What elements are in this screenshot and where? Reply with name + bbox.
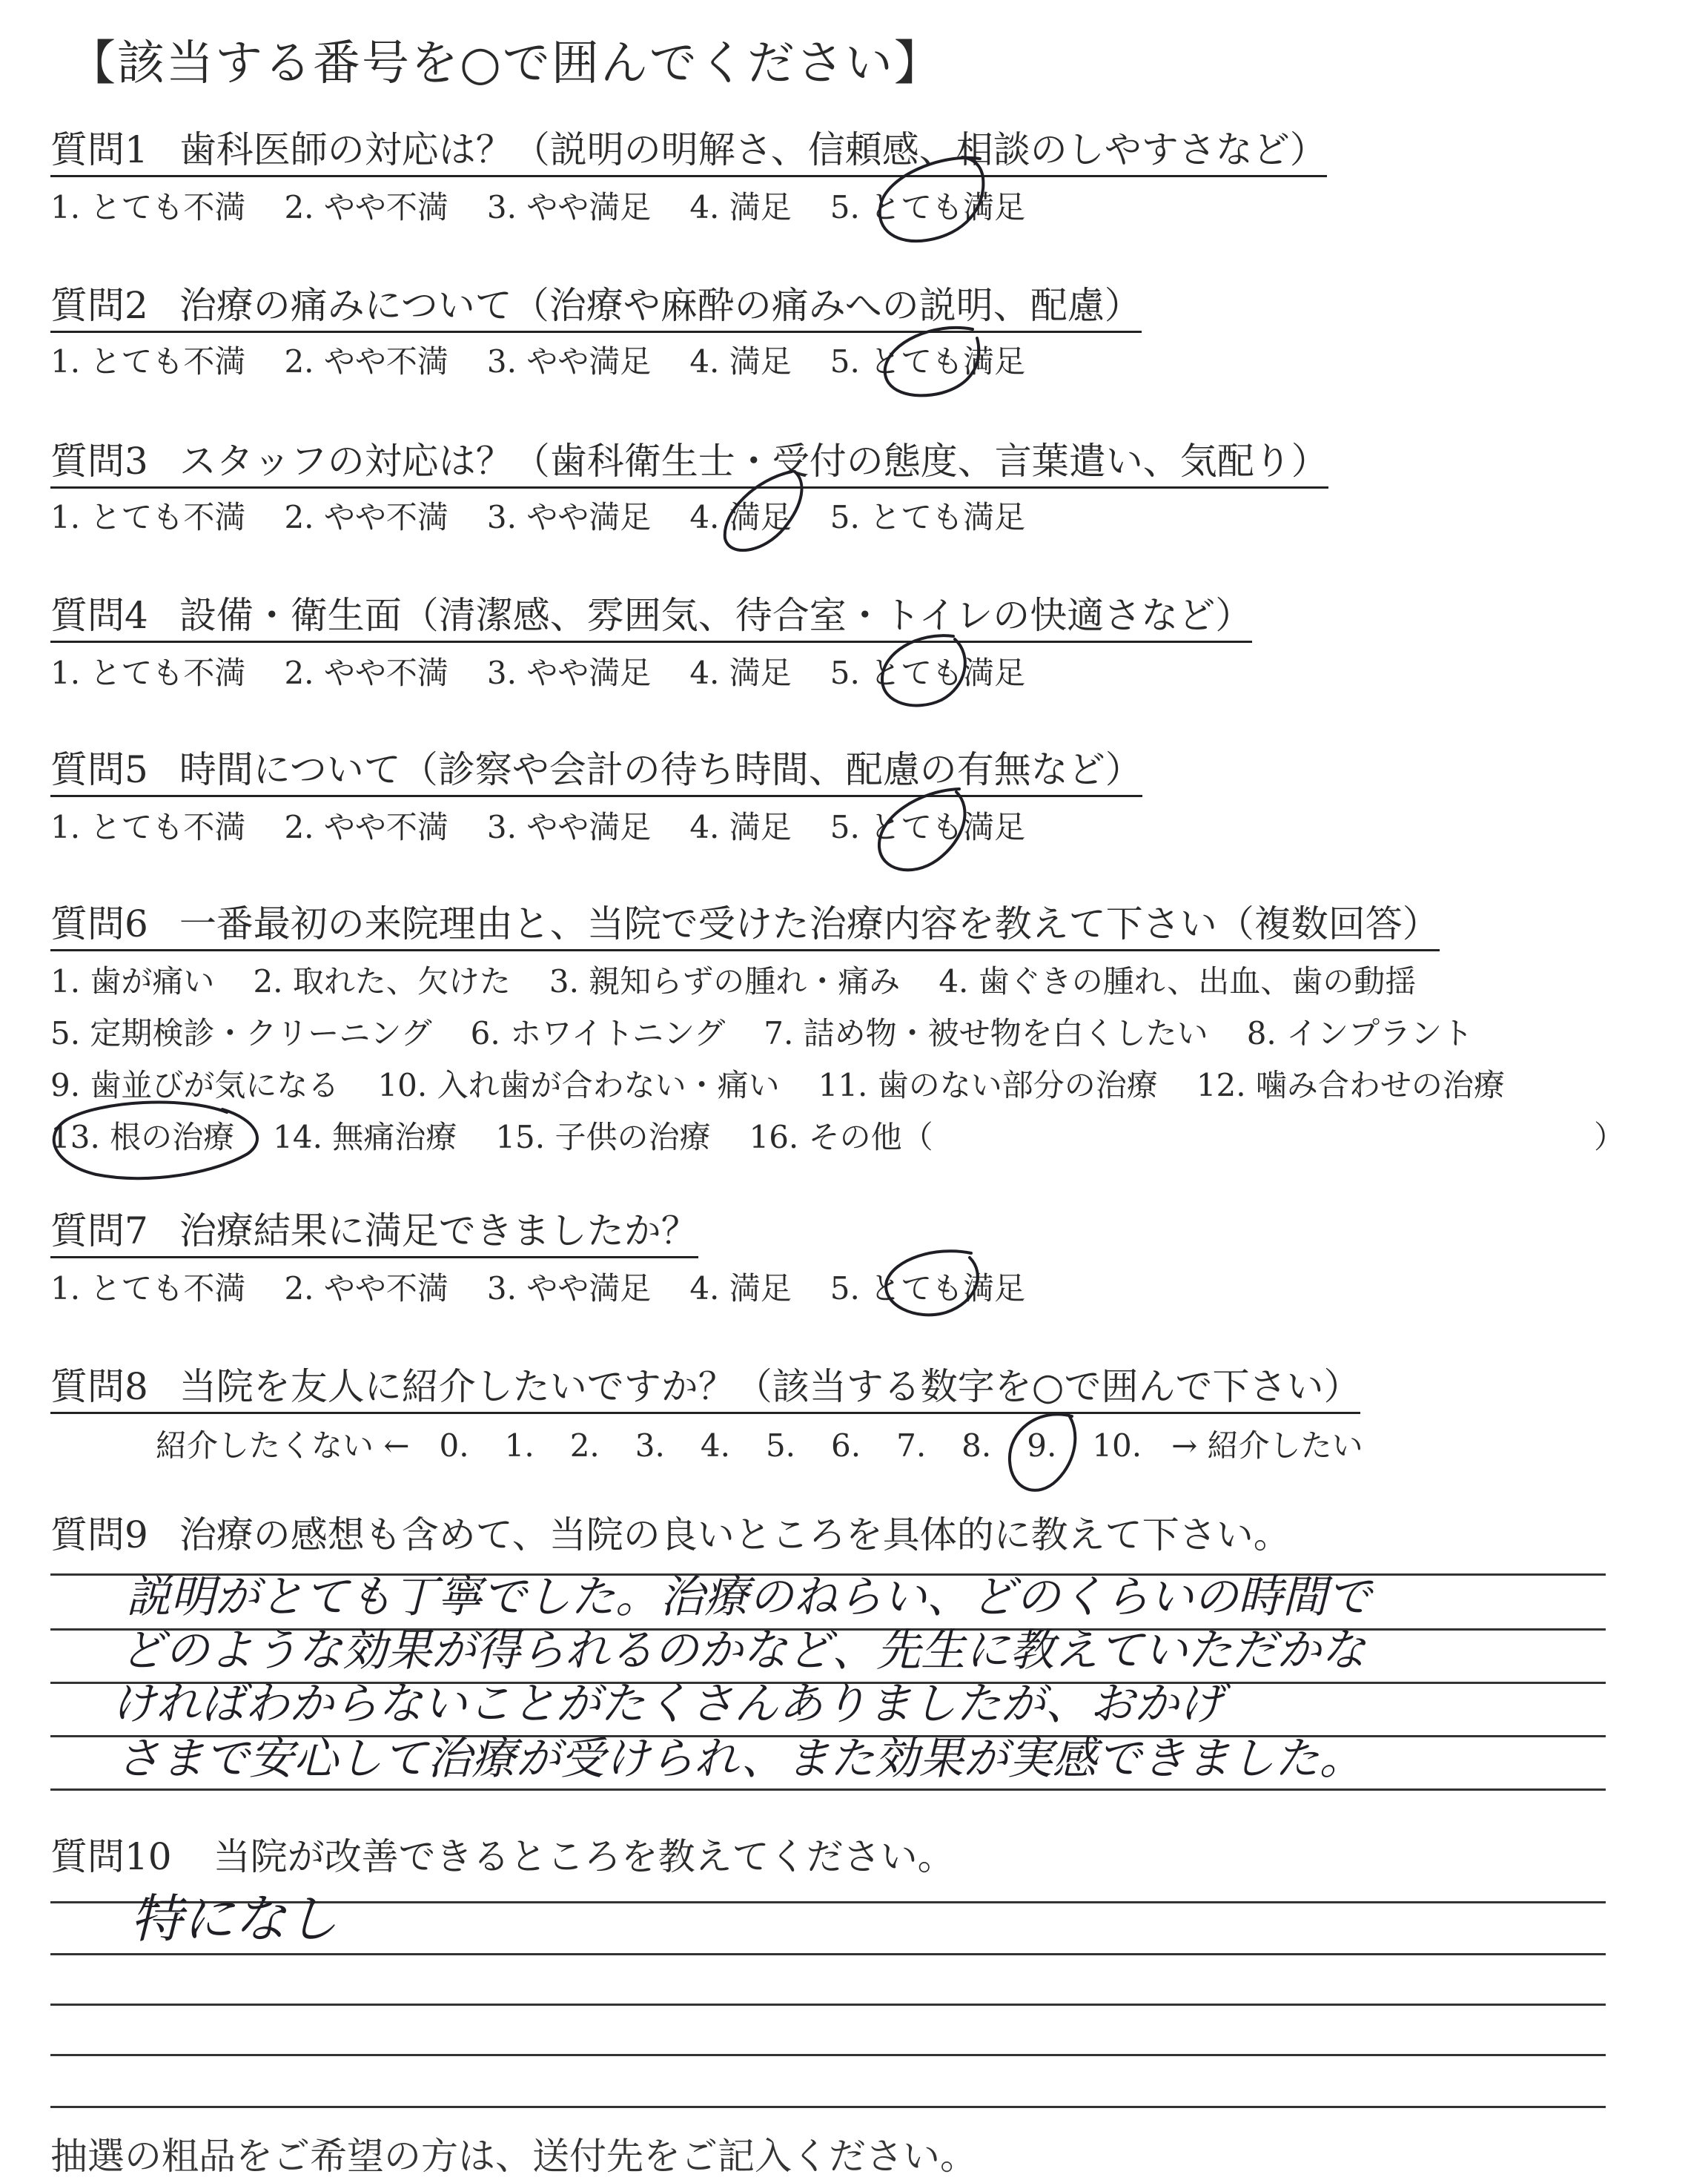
question-8-text: 当院を友人に紹介したいですか？（該当する数字を○で囲んで下さい） [179, 1365, 1361, 1408]
question-9-number: 質問9 [50, 1513, 148, 1556]
question-10-text: 当院が改善できるところを教えてください。 [213, 1835, 955, 1878]
q1-option-5[interactable]: 5. とても満足 [830, 189, 1026, 225]
q5-option-5[interactable]: 5. とても満足 [830, 809, 1026, 845]
q8-left-label: 紹介したくない ← [156, 1427, 410, 1464]
q6-option-2[interactable]: 2. 取れた、欠けた [253, 963, 511, 1000]
q8-scale-9[interactable]: 9. [1027, 1427, 1057, 1464]
q4-option-4[interactable]: 4. 満足 [689, 655, 792, 691]
q8-scale-1[interactable]: 1. [504, 1427, 534, 1464]
q6-other-close-paren: ） [1594, 1119, 1626, 1155]
q2-option-4[interactable]: 4. 満足 [689, 343, 792, 380]
page-title: 【該当する番号を○で囲んでください】 [68, 36, 943, 91]
q1-option-1[interactable]: 1. とても不満 [50, 189, 246, 225]
q5-option-1[interactable]: 1. とても不満 [50, 809, 246, 845]
question-2-text: 治療の痛みについて（治療や麻酔の痛みへの説明、配慮） [179, 284, 1142, 327]
q9-answer-line-3 [50, 1682, 1606, 1684]
q8-scale-10[interactable]: 10. [1092, 1427, 1142, 1464]
question-2-options [50, 343, 1025, 381]
q9-answer-line-4 [50, 1735, 1606, 1737]
question-4-text: 設備・衛生面（清潔感、雰囲気、待合室・トイレの快適さなど） [179, 594, 1253, 637]
question-6-row-2 [50, 1014, 1473, 1053]
q2-option-2[interactable]: 2. やや不満 [284, 343, 448, 380]
q8-scale-8[interactable]: 8. [961, 1427, 992, 1464]
question-3-heading [50, 439, 1328, 489]
question-9-text: 治療の感想も含めて、当院の良いところを具体的に教えて下さい。 [179, 1513, 1291, 1556]
q8-scale-6[interactable]: 6. [831, 1427, 861, 1464]
q10-handwritten-line-1: 特になし [130, 1889, 338, 1949]
q7-option-3[interactable]: 3. やや満足 [486, 1270, 652, 1307]
q4-option-5[interactable]: 5. とても満足 [830, 655, 1026, 691]
q10-answer-line-2 [50, 1953, 1606, 1955]
question-6-heading [50, 902, 1440, 951]
question-10-heading [50, 1834, 955, 1882]
q10-answer-line-3 [50, 2004, 1606, 2006]
question-6-row-3 [50, 1066, 1505, 1105]
q8-right-label: → 紹介したい [1171, 1427, 1363, 1464]
q2-option-1[interactable]: 1. とても不満 [50, 343, 246, 380]
q6-option-6[interactable]: 6. ホワイトニング [470, 1015, 726, 1051]
q5-option-2[interactable]: 2. やや不満 [284, 809, 448, 845]
question-6-row-4 [50, 1118, 933, 1157]
q8-scale-0[interactable]: 0. [439, 1427, 469, 1464]
q10-answer-line-1 [50, 1901, 1606, 1903]
q3-option-1[interactable]: 1. とても不満 [50, 499, 246, 535]
question-5-number: 質問5 [50, 748, 148, 791]
q3-option-2[interactable]: 2. やや不満 [284, 499, 448, 535]
question-2-heading [50, 283, 1142, 333]
question-1-number: 質問1 [50, 128, 148, 171]
q6-option-14[interactable]: 14. 無痛治療 [273, 1119, 457, 1155]
q6-option-1[interactable]: 1. 歯が痛い [50, 963, 215, 1000]
question-6-number: 質問6 [50, 902, 148, 945]
q6-option-12[interactable]: 12. 噛み合わせの治療 [1196, 1067, 1505, 1103]
question-4-number: 質問4 [50, 594, 148, 637]
q6-option-11[interactable]: 11. 歯のない部分の治療 [818, 1067, 1158, 1103]
q10-answer-line-4 [50, 2054, 1606, 2056]
q2-option-5[interactable]: 5. とても満足 [830, 343, 1026, 380]
q9-answer-line-1 [50, 1573, 1606, 1576]
question-3-number: 質問3 [50, 440, 148, 483]
question-10-number: 質問10 [50, 1835, 172, 1878]
q10-answer-line-5 [50, 2106, 1606, 2108]
q4-option-3[interactable]: 3. やや満足 [486, 655, 652, 691]
question-7-heading [50, 1209, 698, 1258]
q9-handwritten-line-1: 説明がとても丁寧でした。治療のねらい、どのくらいの時間で [126, 1571, 1371, 1623]
question-5-text: 時間について（診察や会計の待ち時間、配慮の有無など） [179, 748, 1142, 791]
question-5-heading [50, 747, 1142, 797]
q6-option-10[interactable]: 10. 入れ歯が合わない・痛い [377, 1067, 780, 1103]
q9-answer-line-2 [50, 1628, 1606, 1631]
q7-option-5[interactable]: 5. とても満足 [830, 1270, 1026, 1307]
q6-option-3[interactable]: 3. 親知らずの腫れ・痛み [549, 963, 901, 1000]
question-7-text: 治療結果に満足できましたか？ [179, 1209, 698, 1252]
q3-option-4[interactable]: 4. 満足 [689, 499, 792, 535]
q5-option-3[interactable]: 3. やや満足 [486, 809, 652, 845]
q5-option-4[interactable]: 4. 満足 [689, 809, 792, 845]
question-1-text: 歯科医師の対応は？（説明の明解さ、信頼感、相談のしやすさなど） [179, 128, 1327, 171]
q6-option-16[interactable]: 16. その他（ [749, 1119, 933, 1155]
q4-option-2[interactable]: 2. やや不満 [284, 655, 448, 691]
q4-option-1[interactable]: 1. とても不満 [50, 655, 246, 691]
question-4-options [50, 654, 1025, 693]
q6-option-8[interactable]: 8. インプラント [1246, 1015, 1474, 1051]
q9-handwritten-line-4: さまで安心して治療が受けられ、また効果が実感できました。 [116, 1733, 1364, 1785]
question-3-text: スタッフの対応は？（歯科衛生士・受付の態度、言葉遣い、気配り） [179, 440, 1328, 483]
q7-option-1[interactable]: 1. とても不満 [50, 1270, 246, 1307]
question-2-number: 質問2 [50, 284, 148, 327]
question-1-heading [50, 128, 1327, 177]
question-1-options [50, 188, 1025, 227]
q8-scale-4[interactable]: 4. [700, 1427, 730, 1464]
question-3-options [50, 498, 1025, 537]
q3-option-5[interactable]: 5. とても満足 [830, 499, 1026, 535]
q7-option-4[interactable]: 4. 満足 [689, 1270, 792, 1307]
question-8-scale [156, 1427, 1363, 1465]
question-7-options [50, 1269, 1025, 1308]
q6-option-4[interactable]: 4. 歯ぐきの腫れ、出血、歯の動揺 [939, 963, 1417, 1000]
question-8-heading [50, 1364, 1360, 1414]
q8-scale-5[interactable]: 5. [765, 1427, 796, 1464]
question-5-options [50, 808, 1025, 847]
question-6-text: 一番最初の来院理由と、当院で受けた治療内容を教えて下さい（複数回答） [179, 902, 1440, 945]
q6-option-13[interactable]: 13. 根の治療 [50, 1119, 235, 1155]
question-7-number: 質問7 [50, 1209, 148, 1252]
q6-option-5[interactable]: 5. 定期検診・クリーニング [50, 1015, 432, 1051]
q8-scale-3[interactable]: 3. [635, 1427, 665, 1464]
q1-option-2[interactable]: 2. やや不満 [284, 189, 448, 225]
q2-option-3[interactable]: 3. やや満足 [486, 343, 652, 380]
question-4-heading [50, 593, 1252, 643]
question-9-heading [50, 1513, 1291, 1560]
q9-handwritten-line-2: どのような効果が得られるのかなど、先生に教えていただかな [120, 1625, 1366, 1677]
q7-option-2[interactable]: 2. やや不満 [284, 1270, 448, 1307]
q8-scale-2[interactable]: 2. [569, 1427, 600, 1464]
question-8-number: 質問8 [50, 1365, 148, 1408]
q9-handwritten-line-3: ければわからないことがたくさんありましたが、おかげ [111, 1678, 1223, 1730]
q6-option-15[interactable]: 15. 子供の治療 [495, 1119, 711, 1155]
footer-note: 抽選の粗品をご希望の方は、送付先をご記入ください。 [50, 2135, 977, 2178]
question-6-row-1 [50, 962, 1416, 1001]
q1-option-3[interactable]: 3. やや満足 [486, 189, 652, 225]
q1-option-4[interactable]: 4. 満足 [689, 189, 792, 225]
q8-scale-7[interactable]: 7. [896, 1427, 927, 1464]
q3-option-3[interactable]: 3. やや満足 [486, 499, 652, 535]
q6-option-9[interactable]: 9. 歯並びが気になる [50, 1067, 340, 1103]
q9-answer-line-5 [50, 1788, 1606, 1791]
q6-option-7[interactable]: 7. 詰め物・被せ物を白くしたい [764, 1015, 1208, 1051]
